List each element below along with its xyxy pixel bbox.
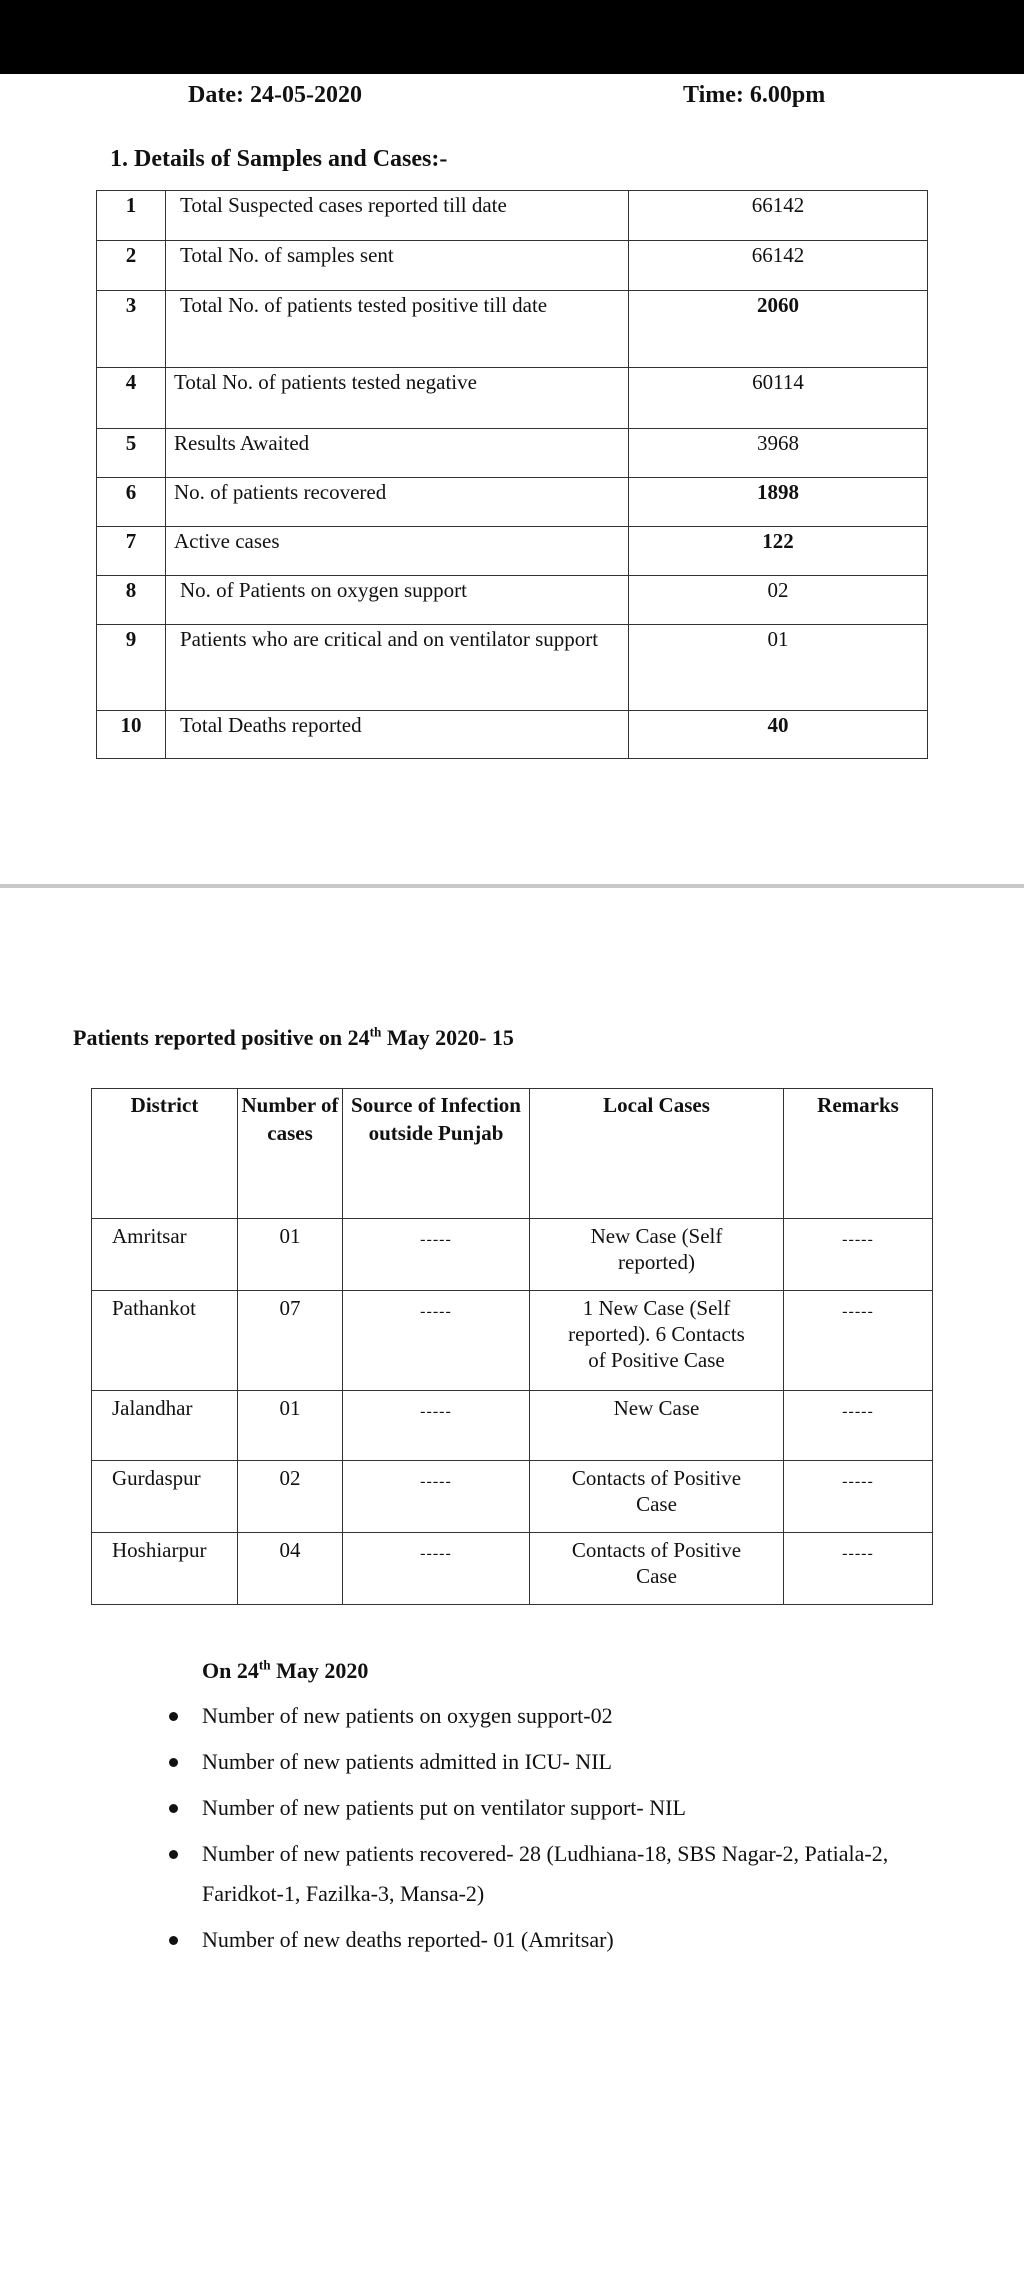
list-item-text: Number of new patients recovered- 28 (Ludhiana-18, SBS Nagar-2, Patiala-2, Faridkot-1, Fazilka-3, Mansa-2): [202, 1841, 889, 1906]
list-item: [202, 1834, 920, 1914]
row-number: 2: [97, 241, 166, 291]
table-row: [97, 429, 928, 478]
remarks-cell: -----: [784, 1291, 933, 1391]
list-item: [202, 1920, 920, 1960]
row-label: No. of patients recovered: [166, 478, 629, 527]
report-time: Time: 6.00pm: [683, 82, 826, 108]
page-divider: [0, 884, 1024, 888]
table-row: [97, 625, 928, 711]
table-row: [97, 191, 928, 241]
row-value: 40: [629, 711, 928, 759]
list-item-text: Number of new patients admitted in ICU- NIL: [202, 1749, 612, 1774]
positive-cases-table: [91, 1088, 933, 1605]
list-item: [202, 1742, 920, 1782]
row-label: Total Suspected cases reported till date: [166, 191, 629, 241]
remarks-cell: -----: [784, 1533, 933, 1605]
row-number: 3: [97, 291, 166, 368]
table-row: [97, 478, 928, 527]
row-value: 1898: [629, 478, 928, 527]
district-cell: Hoshiarpur: [92, 1533, 238, 1605]
table-row: [92, 1219, 933, 1291]
row-value: 02: [629, 576, 928, 625]
table-row: [92, 1391, 933, 1461]
cases-cell: 01: [238, 1219, 343, 1291]
source-cell: -----: [343, 1291, 530, 1391]
table-row: [92, 1533, 933, 1605]
district-cell: Gurdaspur: [92, 1461, 238, 1533]
cases-cell: 02: [238, 1461, 343, 1533]
row-label: Total Deaths reported: [166, 711, 629, 759]
cases-cell: 04: [238, 1533, 343, 1605]
top-black-bar: [0, 0, 1024, 74]
list-item-text: Number of new deaths reported- 01 (Amritsar): [202, 1927, 614, 1952]
list-item: [202, 1788, 920, 1828]
section-title: 1. Details of Samples and Cases:-: [110, 146, 448, 172]
row-number: 10: [97, 711, 166, 759]
bullet-icon: [169, 1936, 178, 1945]
local-cell: 1 New Case (Self reported). 6 Contacts of Positive Case: [530, 1291, 784, 1391]
bullet-icon: [169, 1712, 178, 1721]
row-number: 7: [97, 527, 166, 576]
row-number: 4: [97, 368, 166, 429]
samples-cases-table: [96, 190, 928, 759]
table-row: [97, 576, 928, 625]
row-value: 2060: [629, 291, 928, 368]
col-header-remarks: Remarks: [784, 1089, 933, 1219]
header-row: [92, 1089, 933, 1219]
district-cell: Amritsar: [92, 1219, 238, 1291]
local-cell: New Case (Self reported): [530, 1219, 784, 1291]
summary-list: [160, 1696, 920, 1960]
positive-title-sup: th: [369, 1024, 382, 1040]
row-label: Results Awaited: [166, 429, 629, 478]
district-cell: Pathankot: [92, 1291, 238, 1391]
local-cell: Contacts of Positive Case: [530, 1533, 784, 1605]
row-value: 122: [629, 527, 928, 576]
positive-title-count: May 2020- 15: [381, 1025, 514, 1050]
source-cell: -----: [343, 1533, 530, 1605]
table-row: [97, 711, 928, 759]
row-label: No. of Patients on oxygen support: [166, 576, 629, 625]
table-row: [92, 1291, 933, 1391]
row-label: Total No. of samples sent: [166, 241, 629, 291]
summary-title-sup: th: [258, 1657, 271, 1673]
source-cell: -----: [343, 1391, 530, 1461]
col-header-cases: Number of cases: [238, 1089, 343, 1219]
row-value: 3968: [629, 429, 928, 478]
row-label: Patients who are critical and on ventilator support: [166, 625, 629, 711]
local-cell: New Case: [530, 1391, 784, 1461]
table-row: [97, 291, 928, 368]
row-label: Active cases: [166, 527, 629, 576]
table-row: [97, 527, 928, 576]
row-value: 01: [629, 625, 928, 711]
list-item-text: Number of new patients put on ventilator support- NIL: [202, 1795, 686, 1820]
row-number: 6: [97, 478, 166, 527]
positive-cases-title: [73, 1025, 514, 1051]
bullet-icon: [169, 1850, 178, 1859]
list-item: [202, 1696, 920, 1736]
local-cell: Contacts of Positive Case: [530, 1461, 784, 1533]
row-value: 66142: [629, 191, 928, 241]
summary-title-date: May 2020: [270, 1658, 369, 1683]
row-label: Total No. of patients tested negative: [166, 368, 629, 429]
row-number: 9: [97, 625, 166, 711]
row-number: 1: [97, 191, 166, 241]
bullet-icon: [169, 1804, 178, 1813]
row-label: Total No. of patients tested positive till date: [166, 291, 629, 368]
district-cell: Jalandhar: [92, 1391, 238, 1461]
table-row: [97, 368, 928, 429]
summary-title: [202, 1658, 920, 1684]
cases-cell: 01: [238, 1391, 343, 1461]
table-row: [97, 241, 928, 291]
row-value: 60114: [629, 368, 928, 429]
remarks-cell: -----: [784, 1391, 933, 1461]
col-header-district: District: [92, 1089, 238, 1219]
report-date: Date: 24-05-2020: [188, 82, 362, 108]
col-header-source: Source of Infection outside Punjab: [343, 1089, 530, 1219]
bullet-icon: [169, 1758, 178, 1767]
remarks-cell: -----: [784, 1219, 933, 1291]
cases-cell: 07: [238, 1291, 343, 1391]
daily-summary: [160, 1658, 920, 1966]
remarks-cell: -----: [784, 1461, 933, 1533]
summary-title-text: On 24: [202, 1658, 259, 1683]
col-header-local: Local Cases: [530, 1089, 784, 1219]
source-cell: -----: [343, 1219, 530, 1291]
row-number: 8: [97, 576, 166, 625]
table-row: [92, 1461, 933, 1533]
row-number: 5: [97, 429, 166, 478]
positive-title-text: Patients reported positive on 24: [73, 1025, 370, 1050]
row-value: 66142: [629, 241, 928, 291]
source-cell: -----: [343, 1461, 530, 1533]
list-item-text: Number of new patients on oxygen support-02: [202, 1703, 613, 1728]
